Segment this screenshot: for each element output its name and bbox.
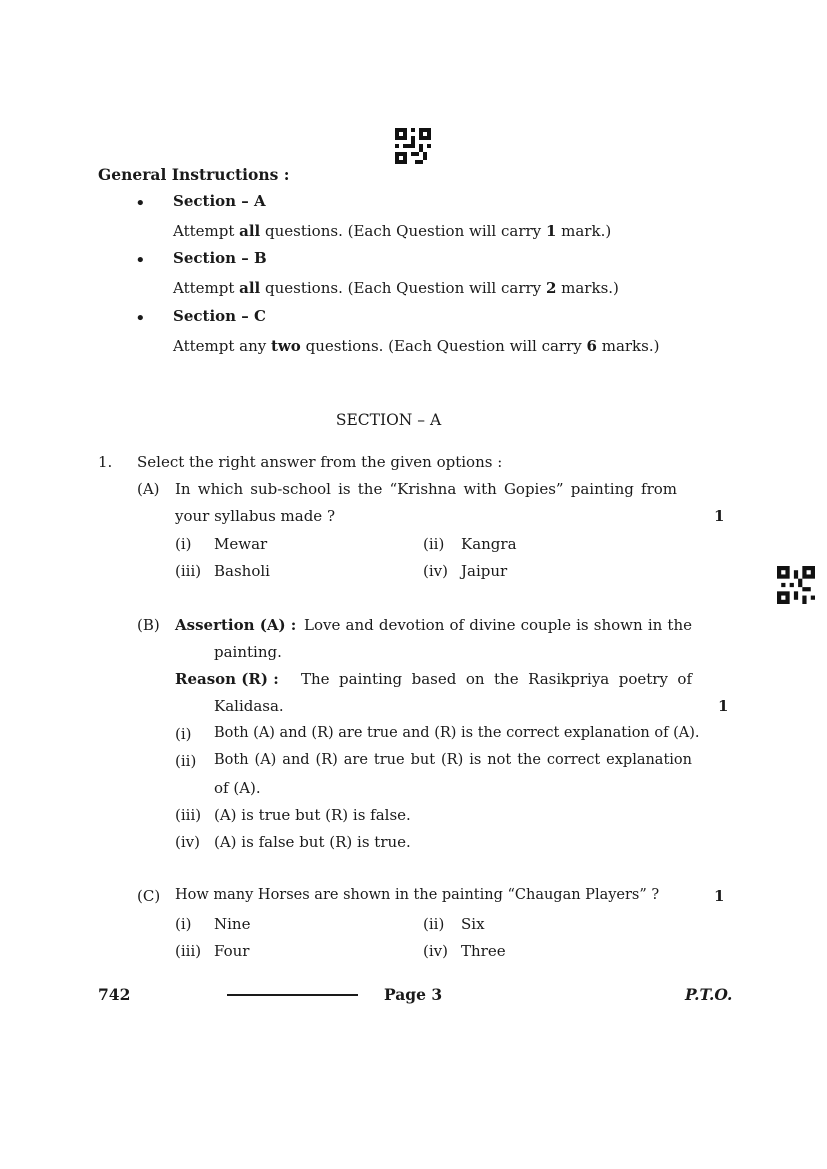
part-c-label: (C) [137,887,161,905]
part-b-label: (B) [137,616,160,634]
assertion-line2: painting. [214,643,282,661]
instruction-section-name: Section – A [173,192,266,210]
option-text: Six [461,915,485,933]
part-a-label: (A) [137,480,160,498]
question-stem: Select the right answer from the given options : [137,453,503,471]
assertion-label: Assertion (A) : [175,616,297,634]
qr-code-top-icon [395,128,431,164]
option-number: (ii) [423,915,445,933]
part-c-marks: 1 [714,887,725,905]
instruction-section-name: Section – B [173,249,267,267]
part-a-marks: 1 [714,507,725,525]
option-number: (iv) [175,833,200,851]
option-text: Kangra [461,535,517,553]
option-text: Mewar [214,535,268,553]
option-number: (iii) [175,806,202,824]
option-number: (iv) [423,562,448,580]
instruction-text: Attempt all questions. (Each Question will carry 1 mark.) [173,222,612,240]
bullet-icon: • [135,193,146,214]
bullet-icon: • [135,250,146,271]
option-number: (ii) [423,535,445,553]
instruction-text: Attempt any two questions. (Each Question will carry 6 marks.) [173,337,660,355]
section-heading: SECTION – A [335,411,442,429]
pto-label: P.T.O. [685,985,733,1004]
option-number: (i) [175,915,192,933]
footer-divider [227,994,358,996]
part-b-marks: 1 [718,697,729,715]
page-number: Page 3 [384,985,443,1004]
reason-line1: The painting based on the Rasikpriya poetry of [301,670,692,688]
part-a-question-line1: In which sub-school is the “Krishna with Gopies” painting from [175,480,677,498]
qr-code-side-icon [777,566,815,604]
option-number: (i) [175,535,192,553]
option-number: (iv) [423,942,448,960]
option-text: Both (A) and (R) are true and (R) is the correct explanation of (A). [214,725,700,741]
option-number: (iii) [175,562,202,580]
option-text: Three [461,942,506,960]
part-c-question: How many Horses are shown in the painting “Chaugan Players” ? [175,887,660,903]
instruction-section-name: Section – C [173,307,266,325]
option-number: (iii) [175,942,202,960]
instruction-text: Attempt all questions. (Each Question will carry 2 marks.) [173,279,619,297]
option-text: Basholi [214,562,270,580]
option-text: Four [214,942,250,960]
general-instructions-title: General Instructions : [98,165,290,184]
reason-label: Reason (R) : [175,670,279,688]
assertion-line1: Love and devotion of divine couple is shown in the [304,616,692,634]
bullet-icon: • [135,308,146,329]
option-number: (ii) [175,752,197,770]
option-text-line2: of (A). [214,779,261,797]
option-text: (A) is true but (R) is false. [214,806,411,824]
question-number: 1. [98,453,113,471]
option-number: (i) [175,725,192,743]
option-text: Jaipur [461,562,508,580]
option-text-line1: Both (A) and (R) are true but (R) is not the correct explanation [214,752,692,768]
paper-code: 742 [98,985,131,1004]
option-text: (A) is false but (R) is true. [214,833,411,851]
option-text: Nine [214,915,251,933]
part-a-question-line2: your syllabus made ? [175,507,335,525]
reason-line2: Kalidasa. [214,697,284,715]
